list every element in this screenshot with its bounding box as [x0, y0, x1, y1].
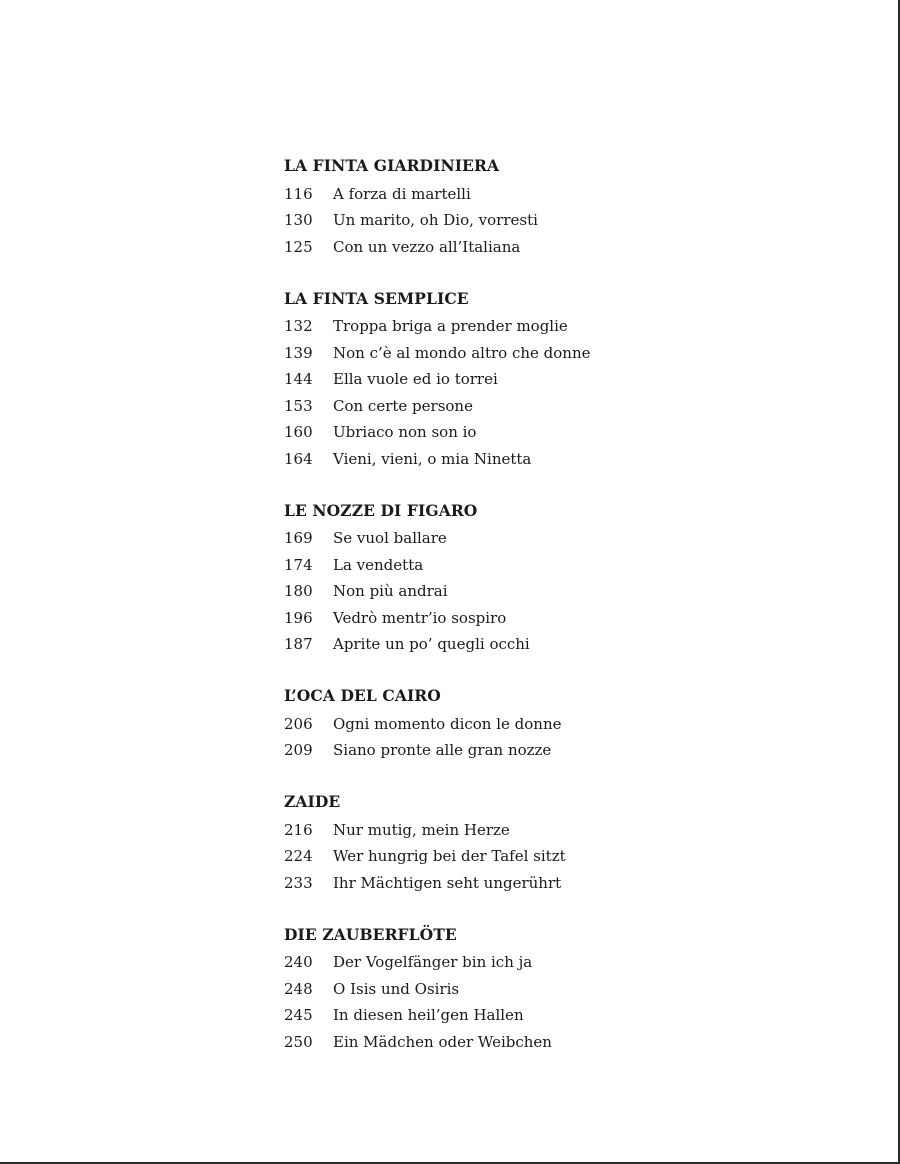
section-zaide: [284, 790, 704, 896]
page-number: 116: [284, 184, 313, 203]
page-number: 224: [284, 847, 313, 865]
toc-entry: [284, 313, 704, 340]
aria-title: Nur mutig, mein Herze: [333, 820, 510, 839]
page-number: 164: [284, 449, 313, 468]
page-number: 187: [284, 635, 313, 653]
toc-entry: [284, 1029, 704, 1056]
page-number: 180: [284, 582, 313, 600]
section-title: LA FINTA GIARDINIERA: [284, 156, 500, 175]
toc-entry: [284, 525, 704, 552]
aria-title: A forza di martelli: [333, 184, 471, 203]
page-number: 248: [284, 979, 313, 998]
section-die-zauberfloete: [284, 923, 704, 1056]
aria-title: Wer hungrig bei der Tafel sitzt: [333, 847, 566, 865]
section-title: LE NOZZE DI FIGARO: [284, 500, 478, 520]
toc-entry: [284, 843, 704, 870]
toc-entry: [284, 976, 704, 1003]
toc-entry: [284, 419, 704, 446]
page-number: 153: [284, 396, 313, 415]
toc-entry: [284, 207, 704, 234]
toc-entry: [284, 446, 704, 473]
aria-title: Con certe persone: [333, 396, 473, 415]
section-title: LA FINTA SEMPLICE: [284, 288, 469, 308]
aria-title: Vieni, vieni, o mia Ninetta: [333, 449, 532, 468]
toc-entry: [284, 366, 704, 393]
page-number: 196: [284, 608, 313, 627]
aria-title: Ein Mädchen oder Weibchen: [333, 1032, 552, 1051]
page-number: 144: [284, 370, 313, 388]
aria-title: Non c’è al mondo altro che donne: [333, 343, 591, 362]
section-title: DIE ZAUBERFLÖTE: [284, 924, 457, 944]
toc-entry: [284, 631, 704, 658]
section-l-oca-del-cairo: [284, 684, 704, 764]
aria-title: Aprite un po’ quegli occhi: [333, 635, 530, 653]
section-la-finta-semplice: [284, 287, 704, 473]
section-title: L’OCA DEL CAIRO: [284, 686, 441, 705]
toc-entry: [284, 817, 704, 844]
toc-entry: [284, 393, 704, 420]
page-number: 174: [284, 555, 313, 574]
toc-entry: [284, 605, 704, 632]
toc-entry: [284, 870, 704, 897]
page-number: 233: [284, 873, 313, 892]
toc-entry: [284, 949, 704, 976]
page-number: 250: [284, 1032, 313, 1051]
section-le-nozze-di-figaro: [284, 499, 704, 658]
aria-title: Der Vogelfänger bin ich ja: [333, 953, 533, 971]
page-number: 245: [284, 1006, 313, 1024]
page-number: 132: [284, 317, 313, 335]
page-number: 139: [284, 343, 313, 362]
page-number: 160: [284, 423, 313, 441]
section-la-finta-giardiniera: [284, 154, 704, 260]
aria-title: Non più andrai: [333, 582, 448, 600]
aria-title: Se vuol ballare: [333, 529, 447, 547]
toc-entry: [284, 711, 704, 738]
toc-entry: [284, 1002, 704, 1029]
page-number: 125: [284, 237, 313, 256]
aria-title: In diesen heil’gen Hallen: [333, 1006, 524, 1024]
toc-entry: [284, 181, 704, 208]
aria-title: Siano pronte alle gran nozze: [333, 741, 552, 759]
aria-title: O Isis und Osiris: [333, 979, 460, 998]
table-of-contents: [284, 154, 704, 1082]
aria-title: Un marito, oh Dio, vorresti: [333, 211, 538, 229]
toc-entry: [284, 552, 704, 579]
toc-entry: [284, 578, 704, 605]
page-number: 169: [284, 529, 313, 547]
page-number: 240: [284, 953, 313, 971]
aria-title: Troppa briga a prender moglie: [333, 317, 568, 335]
aria-title: Ubriaco non son io: [333, 423, 477, 441]
aria-title: Vedrò mentr’io sospiro: [333, 608, 507, 627]
aria-title: La vendetta: [333, 555, 424, 574]
aria-title: Ella vuole ed io torrei: [333, 370, 498, 388]
aria-title: Ihr Mächtigen seht ungerührt: [333, 873, 562, 892]
page-number: 209: [284, 741, 313, 759]
toc-entry: [284, 234, 704, 261]
page-number: 206: [284, 714, 313, 733]
section-title: ZAIDE: [284, 792, 341, 811]
aria-title: Con un vezzo all’Italiana: [333, 237, 521, 256]
page-number: 216: [284, 820, 313, 839]
page-number: 130: [284, 211, 313, 229]
toc-entry: [284, 737, 704, 764]
toc-entry: [284, 340, 704, 367]
aria-title: Ogni momento dicon le donne: [333, 714, 562, 733]
